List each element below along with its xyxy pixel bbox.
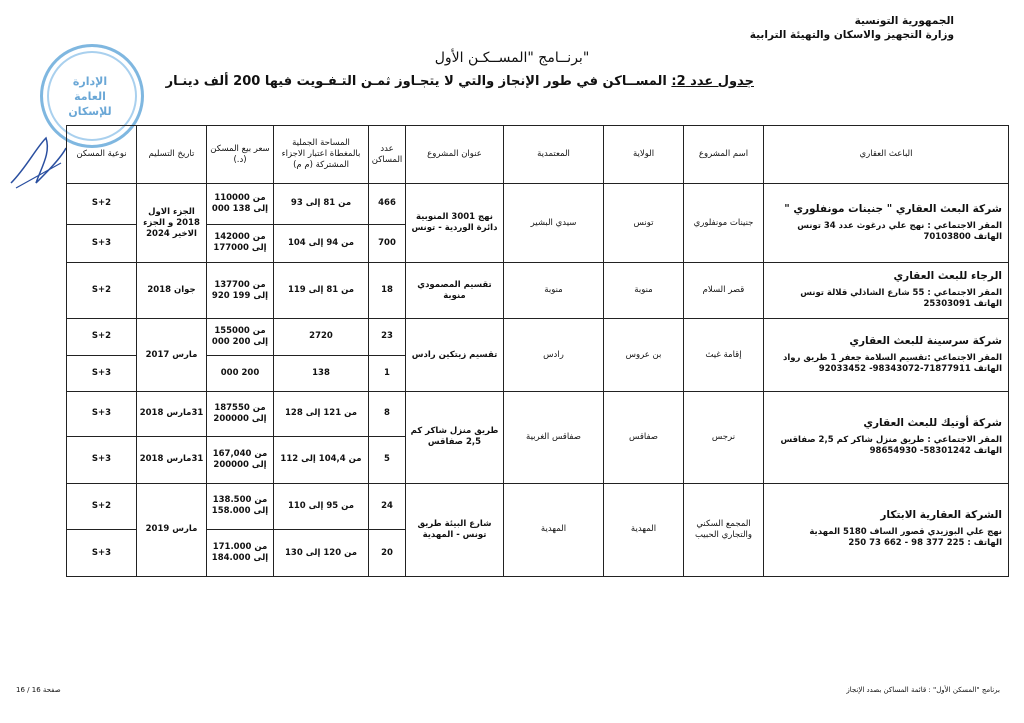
project-address: تقسيم المصمودي منوبة xyxy=(406,263,504,319)
delegation: رادس xyxy=(504,319,604,392)
phone-number: 25303091 xyxy=(923,299,971,310)
unit-type: S+2 xyxy=(67,319,137,356)
unit-area: من 81 إلى 119 xyxy=(274,263,369,319)
phone-label: الهاتف xyxy=(973,299,1002,310)
unit-area: من 81 إلى 93 xyxy=(274,184,369,225)
page-title: برنــامج "المســكـن الأول" xyxy=(434,50,590,66)
unit-count: 5 xyxy=(369,436,406,483)
delegation: منوبة xyxy=(504,263,604,319)
unit-area: من 120 إلى 130 xyxy=(274,530,369,577)
unit-type: S+3 xyxy=(67,392,137,437)
delivery-date: 31مارس 2018 xyxy=(137,392,207,437)
developer-cell xyxy=(764,319,1009,392)
developer-cell xyxy=(764,392,1009,483)
header-count: عدد المساكن xyxy=(369,126,406,184)
developer-phone xyxy=(766,446,1002,457)
unit-area: 138 xyxy=(274,355,369,392)
unit-type: S+2 xyxy=(67,184,137,225)
phone-label: الهاتف xyxy=(973,445,1002,456)
header-developer: الباعث العقاري xyxy=(764,126,1009,184)
table-header-row xyxy=(67,126,1009,184)
unit-type: S+2 xyxy=(67,263,137,319)
unit-price: من 167,040 إلى 200000 xyxy=(207,436,274,483)
phone-label: الهاتف : xyxy=(967,538,1002,549)
table-row xyxy=(67,263,1009,319)
unit-price: من 187550 إلى 200000 xyxy=(207,392,274,437)
table-description: المســاكن في طور الإنجاز والتي لا يتجـاوز ثمـن التـفـويت فيها 200 ألف دينـار xyxy=(165,74,672,89)
table-row xyxy=(67,392,1009,437)
header-delivery: تاريخ التسليم xyxy=(137,126,207,184)
delivery-date: مارس 2017 xyxy=(137,319,207,392)
table-number: جدول عدد 2: xyxy=(671,74,754,89)
unit-count: 1 xyxy=(369,355,406,392)
developer-address: المقر الاجتماعي :تقسيم السلامة جعفر 1 طريق رواد xyxy=(782,352,1002,363)
delegation: المهدية xyxy=(504,483,604,577)
developer-address: نهج علي البوزيدي قصور الساف 5180 المهدية xyxy=(809,527,1002,538)
unit-count: 24 xyxy=(369,483,406,530)
developer-name: الشركة العقارية الابتكار xyxy=(880,509,1002,522)
housing-projects-table xyxy=(66,125,1009,577)
project-address: طريق منزل شاكر كم 2,5 صفاقس xyxy=(406,392,504,483)
phone-number: 71877911-98343072- 92033452 xyxy=(818,363,971,374)
unit-type: S+2 xyxy=(67,483,137,530)
project-address: شارع البيئة طريق تونس - المهدية xyxy=(406,483,504,577)
unit-type: S+3 xyxy=(67,355,137,392)
unit-price: من 142000 إلى 177000 xyxy=(207,224,274,263)
project-name: إقامة غيث xyxy=(684,319,764,392)
delegation: سيدي البشير xyxy=(504,184,604,263)
unit-count: 23 xyxy=(369,319,406,356)
table-subtitle xyxy=(0,74,754,89)
unit-area: من 95 إلى 110 xyxy=(274,483,369,530)
unit-area: من 121 إلى 128 xyxy=(274,392,369,437)
unit-price: من 171.000 إلى 184.000 xyxy=(207,530,274,577)
governorate: تونس xyxy=(604,184,684,263)
header-governorate: الولاية xyxy=(604,126,684,184)
project-address: نهج 3001 المنوبية دائرة الوردية - تونس xyxy=(406,184,504,263)
header-area: المساحة الجملية بالمغطاة اعتبار الاجزاء المشتركة (م م) xyxy=(274,126,369,184)
footer-caption: برنامج "المسكن الأول" : قائمة المساكن بصدد الإنجاز xyxy=(846,686,1000,694)
unit-count: 8 xyxy=(369,392,406,437)
developer-name: شركة البعث العقاري " جنينات مونفلوري " xyxy=(784,202,1002,215)
delivery-date: جوان 2018 xyxy=(137,263,207,319)
header-price: سعر بيع المسكن (د.) xyxy=(207,126,274,184)
unit-price: من 137700 إلى 199 920 xyxy=(207,263,274,319)
header-type: نوعية المسكن xyxy=(67,126,137,184)
unit-price: من 155000 إلى 200 000 xyxy=(207,319,274,356)
ministry-header xyxy=(694,14,954,42)
developer-address: المقر الاجتماعي : طريق منزل شاكر كم 2,5 صفاقس xyxy=(780,434,1002,445)
delivery-date: 31مارس 2018 xyxy=(137,436,207,483)
developer-cell xyxy=(764,263,1009,319)
header-address: عنوان المشروع xyxy=(406,126,504,184)
unit-type: S+3 xyxy=(67,224,137,263)
stamp-text: الإدارة العامة للإسكان xyxy=(68,75,112,118)
governorate: صفاقس xyxy=(604,392,684,483)
developer-name: شركة سرسينة للبعث العقاري xyxy=(849,334,1002,347)
phone-number: 58301242- 98654930 xyxy=(869,445,971,456)
project-name: جنينات مونفلوري xyxy=(684,184,764,263)
project-address: تقسيم زيتكين رادس xyxy=(406,319,504,392)
developer-address: المقر الاجتماعي : نهج علي درغوث عدد 34 تونس xyxy=(797,220,1002,231)
republic-label: الجمهورية التونسية xyxy=(854,15,954,27)
project-name: نرجس xyxy=(684,392,764,483)
unit-price: 200 000 xyxy=(207,355,274,392)
governorate: منوبة xyxy=(604,263,684,319)
governorate: المهدية xyxy=(604,483,684,577)
unit-count: 466 xyxy=(369,184,406,225)
delivery-date: مارس 2019 xyxy=(137,483,207,577)
unit-area: من 94 إلى 104 xyxy=(274,224,369,263)
project-name: المجمع السكني والتجاري الحبيب xyxy=(684,483,764,577)
unit-type: S+3 xyxy=(67,436,137,483)
table-row xyxy=(67,483,1009,530)
unit-count: 700 xyxy=(369,224,406,263)
unit-area: من 104,4 إلى 112 xyxy=(274,436,369,483)
table-row xyxy=(67,184,1009,225)
developer-phone xyxy=(766,364,1002,375)
developer-cell xyxy=(764,184,1009,263)
delivery-date: الجزء الاول 2018 و الجزء الاخير 2024 xyxy=(137,184,207,263)
developer-name: الرجاء للبعث العقاري xyxy=(893,270,1002,283)
unit-count: 18 xyxy=(369,263,406,319)
header-project: اسم المشروع xyxy=(684,126,764,184)
project-name: قصر السلام xyxy=(684,263,764,319)
unit-price: من 138.500 إلى 158.000 xyxy=(207,483,274,530)
table-row xyxy=(67,319,1009,356)
developer-phone xyxy=(766,299,1002,310)
phone-label: الهاتف xyxy=(973,231,1002,242)
page-number: صفحة 16 / 16 xyxy=(16,686,61,694)
developer-phone xyxy=(766,538,1002,549)
unit-type: S+3 xyxy=(67,530,137,577)
unit-count: 20 xyxy=(369,530,406,577)
header-delegation: المعتمدية xyxy=(504,126,604,184)
governorate: بن عروس xyxy=(604,319,684,392)
phone-number: 225 377 98 - 662 73 250 xyxy=(848,538,965,549)
phone-label: الهاتف xyxy=(973,363,1002,374)
unit-price: من 110000 إلى 138 000 xyxy=(207,184,274,225)
ministry-label: وزارة التجهيز والاسكان والتهيئة الترابية xyxy=(749,29,954,41)
phone-number: 70103800 xyxy=(923,231,971,242)
developer-address: المقر الاجتماعي : 55 شارع الشاذلي قلالة تونس xyxy=(800,288,1002,299)
unit-area: 2720 xyxy=(274,319,369,356)
developer-cell xyxy=(764,483,1009,577)
developer-name: شركة أوتيك للبعث العقاري xyxy=(863,416,1002,429)
delegation: صفاقس الغربية xyxy=(504,392,604,483)
developer-phone xyxy=(766,232,1002,243)
